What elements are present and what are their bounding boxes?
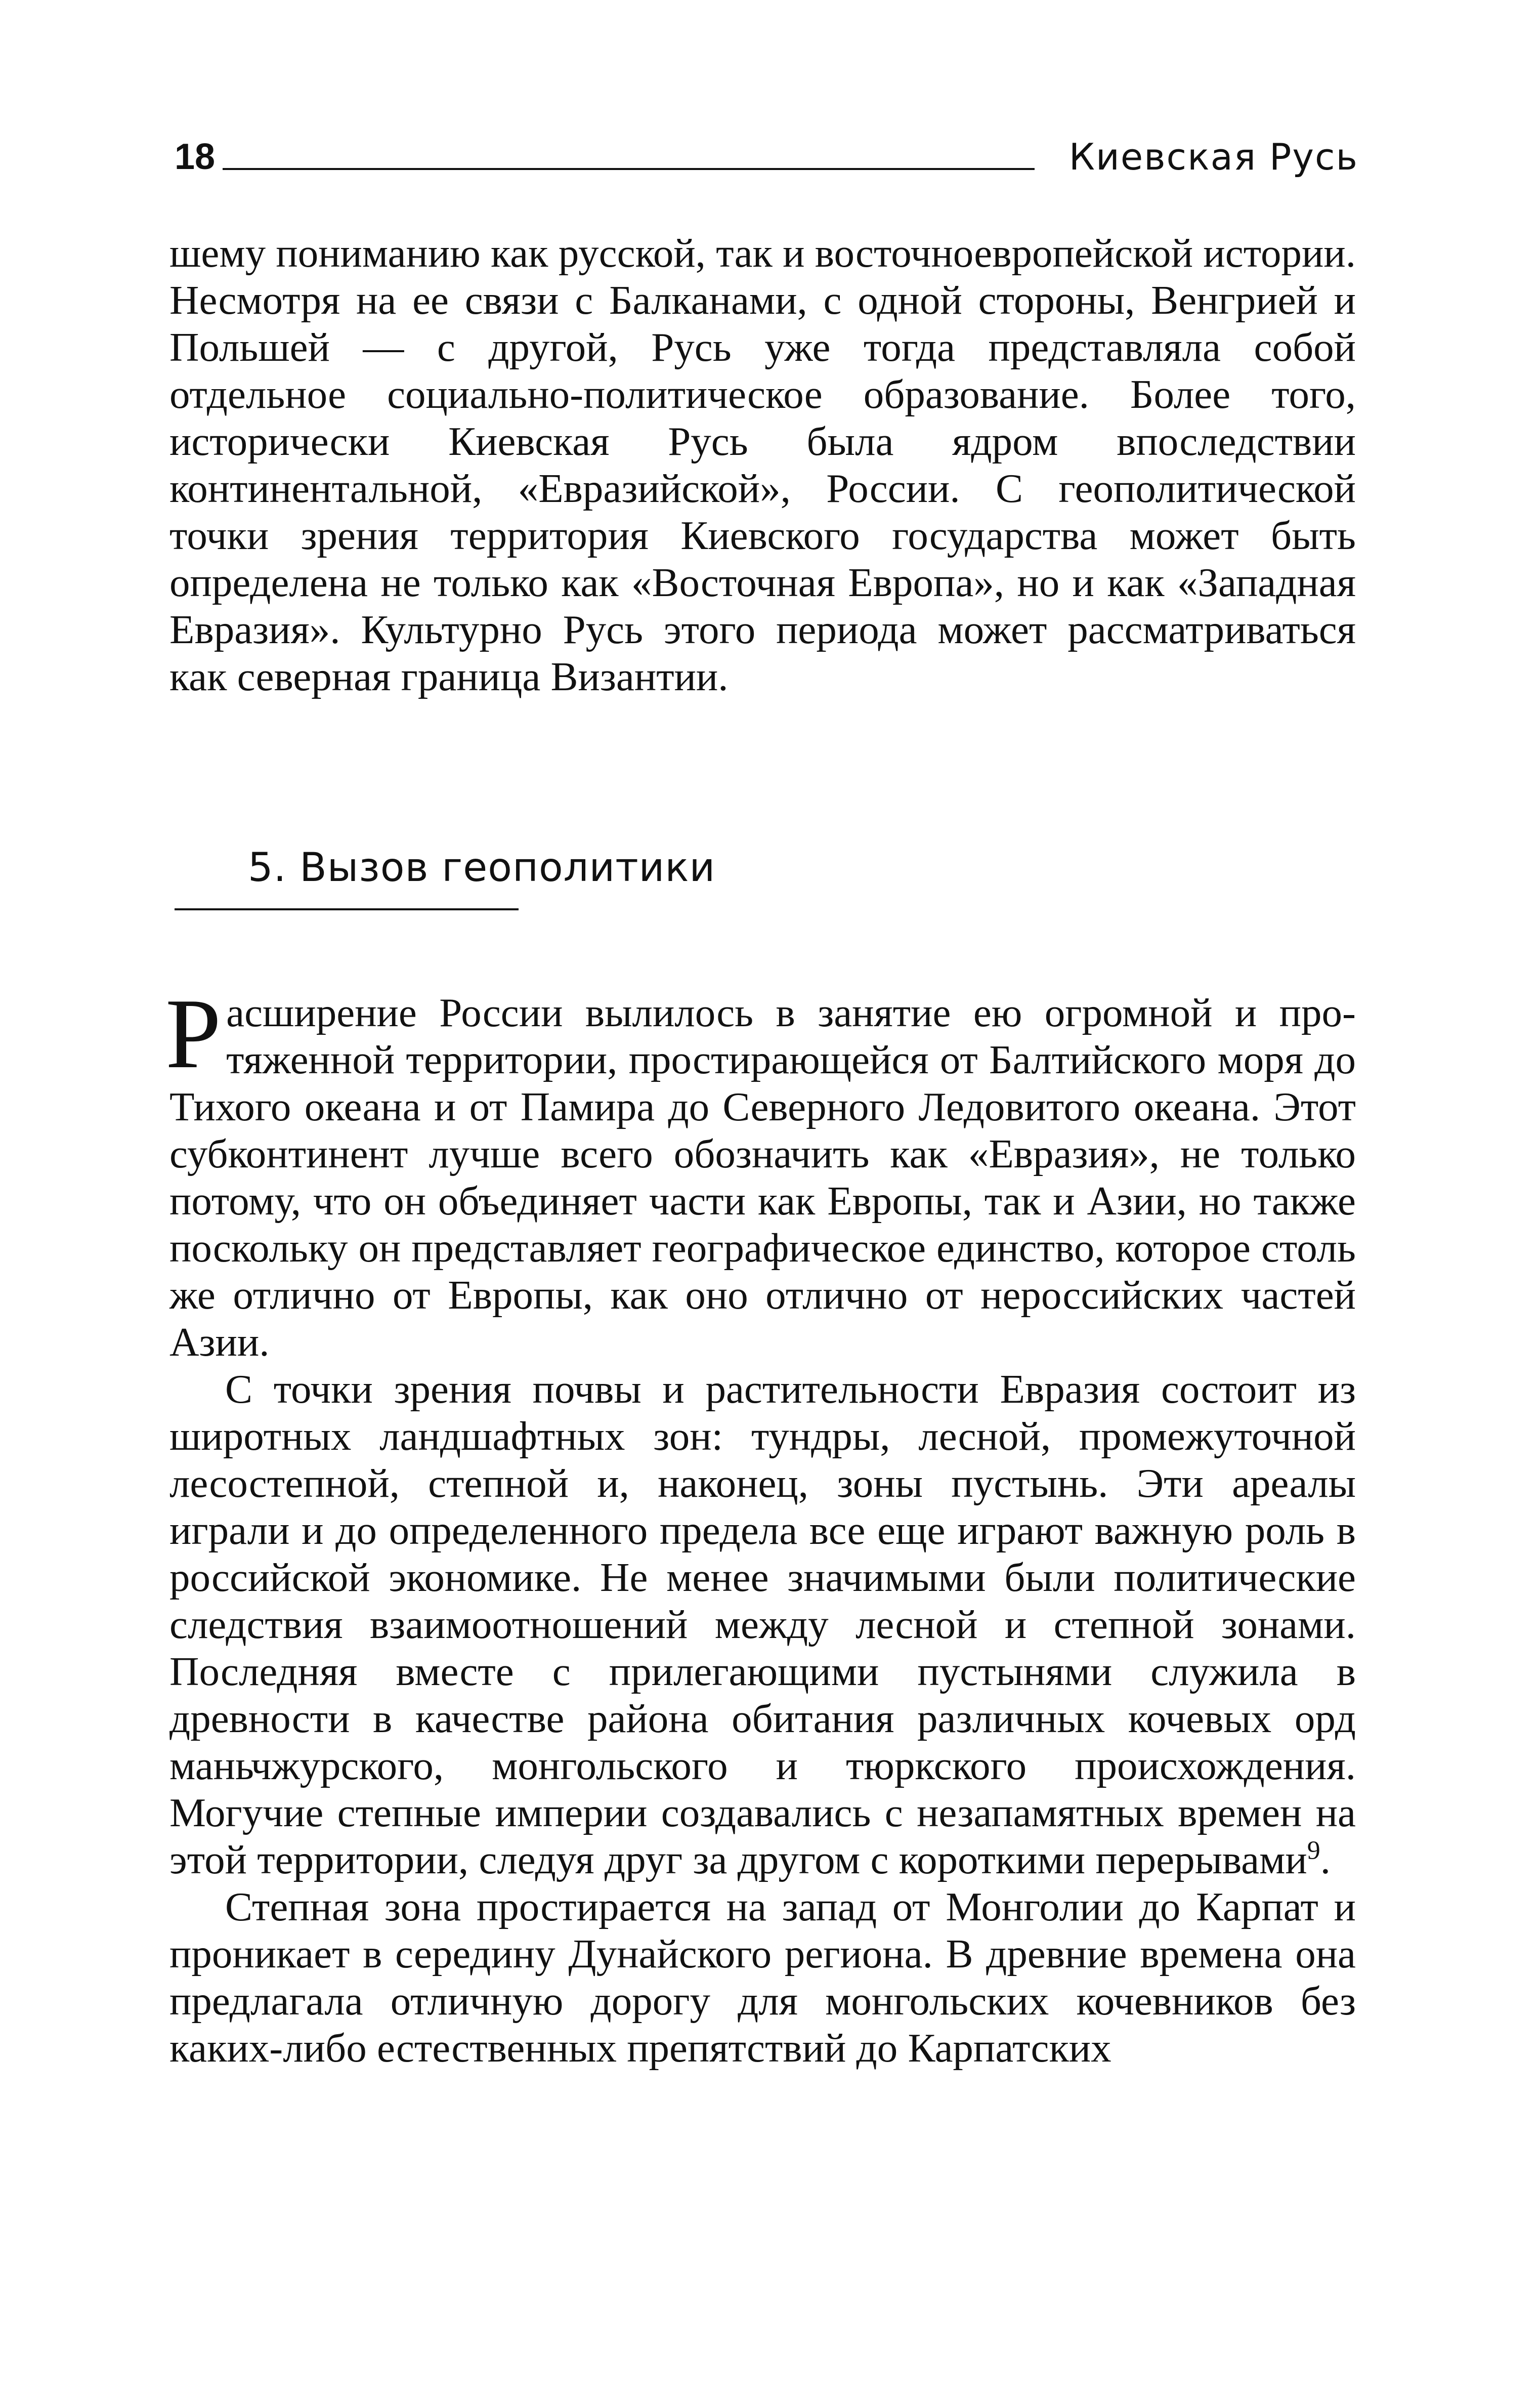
paragraph-3: Степная зона простирается на запад от Монголии до Карпат и проникает в середину Дунайского региона. В древние времена она предлагала отличную дорогу для монгольских кочевников без каких-либо естественных препятствий до Карпатских <box>169 1884 1356 2071</box>
intro-paragraph: шему пониманию как русской, так и восточноевропейской истории. Несмотря на ее связи с Балканами, с одной стороны, Венгрией и Польшей — с другой, Русь уже тогда представляла собой отдельное социально-политическое образование. Более того, исторически Киевская Русь была ядром впоследствии континентальной, «Евразийской», России. С геополитической точки зрения территория Киевского государства может быть определена не только как «Восточная Европа», но и как «Западная Евразия». Культурно Русь этого периода может рассматриваться как северная граница Византии. <box>169 230 1356 699</box>
drop-cap: Р <box>165 978 222 1089</box>
section-heading: 5. Вызов геополитики <box>248 845 716 891</box>
paragraph-1 <box>165 978 1356 1366</box>
main-text-block <box>165 978 1356 2072</box>
section-rule <box>175 908 519 910</box>
paragraph-2-end: . <box>1320 1837 1331 1882</box>
header-rule <box>223 168 1035 170</box>
paragraph-2-text: С точки зрения почвы и растительности Евразия состоит из широтных ландшафтных зон: тундры, лесной, промежуточной лесостепной, степной и, наконец, зоны пустынь. Эти ареалы играли и до определенного предела все еще играют важную роль в российской экономике. Не менее значимыми были политические следствия взаимоотношений между лесной и степной зонами. Последняя вместе с прилегающими пустынями служила в древности в качестве района обитания различных кочевых орд маньчжурского, монгольского и тюркского происхождения. Могучие степные империи создавались с незапамятных времен на этой территории, следуя друг за другом с короткими перерывами <box>169 1366 1356 1882</box>
intro-text-block <box>169 230 1356 700</box>
footnote-reference[interactable]: 9 <box>1307 1836 1320 1865</box>
running-header <box>175 132 1358 182</box>
paragraph-1-text: асширение России вылилось в занятие ею огромной и протяженной территории, простирающейся от Балтийского моря до Тихого океана и от Памира до Северного Ледовитого океана. Этот субконтинент лучше всего обозначить как «Евразия», не только потому, что он объединяет части как Европы, так и Азии, но также поскольку он представляет географическое единство, которое столь же отлично от Европы, как оно отлично от нероссийских частей Азии. <box>169 990 1356 1365</box>
running-title: Киевская Русь <box>1068 136 1358 178</box>
page-number: 18 <box>175 137 216 177</box>
paragraph-2 <box>169 1366 1356 1883</box>
